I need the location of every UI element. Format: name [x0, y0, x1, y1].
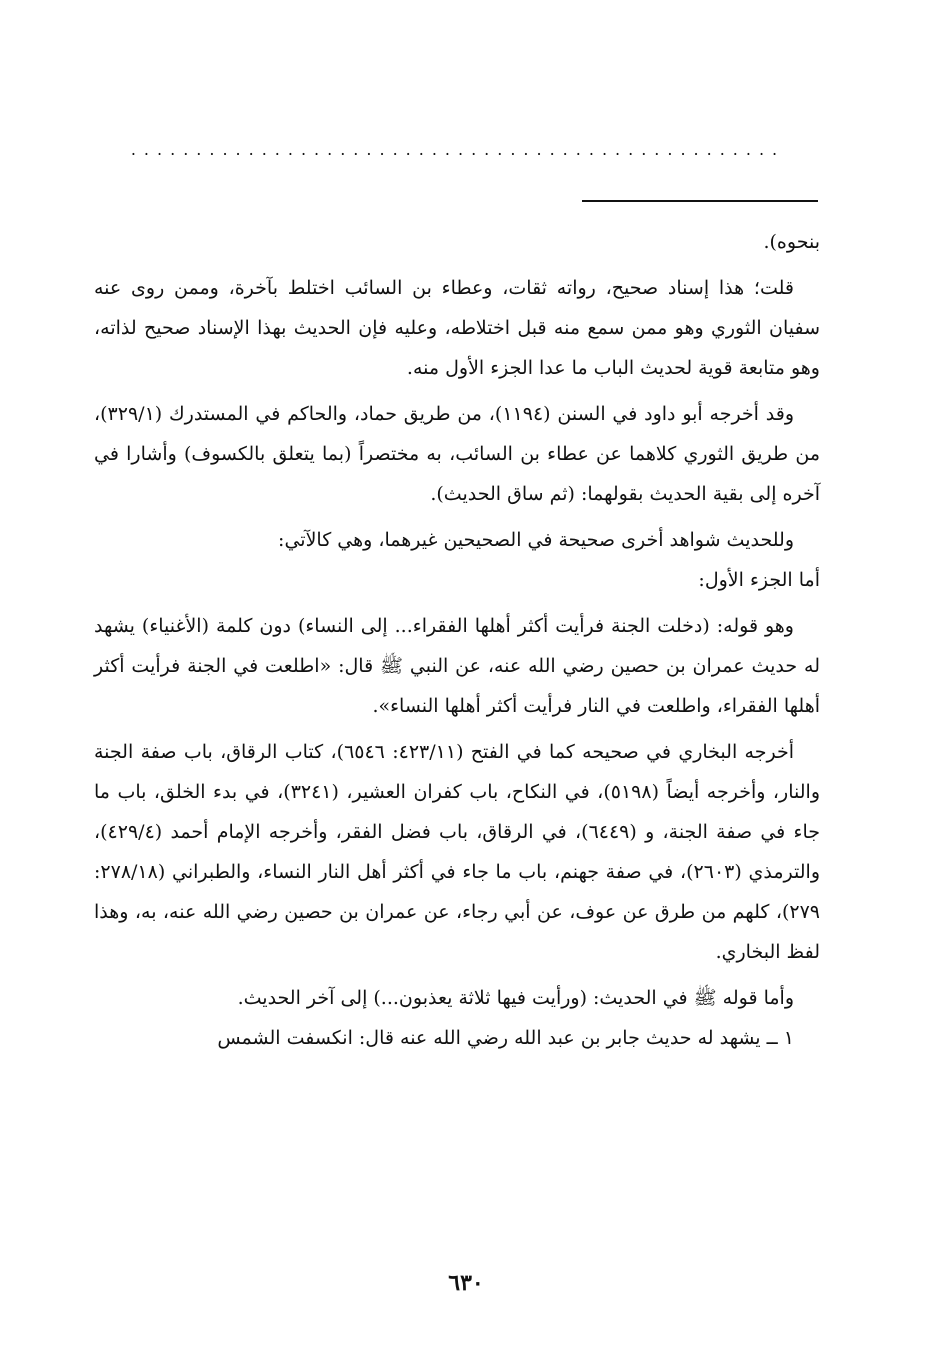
footnote-body: [94, 222, 820, 1058]
paragraph-continuation: بنحوه).: [763, 231, 820, 253]
paragraph-first-part-text: وهو قوله: (دخلت الجنة فرأيت أكثر أهلها الفقراء... إلى النساء) دون كلمة (الأغنياء) يشهد له حديث عمران بن حصين رضي الله عنه، عن النبي ﷺ قال: «اطلعت في الجنة فرأيت أكثر أهلها الفقراء، واطلعت في النار فرأيت أكثر أهلها النساء».: [94, 615, 820, 717]
section-heading-first-part: أما الجزء الأول:: [698, 569, 820, 591]
footnote-rule: [582, 200, 818, 202]
page-number: ٦٣٠: [448, 1270, 484, 1296]
paragraph-isnad-assessment: قلت؛ هذا إسناد صحيح، رواته ثقات، وعطاء بن السائب اختلط بآخرة، وممن روى عنه سفيان الثوري وهو ممن سمع منه قبل اختلاطه، وعليه فإن الحديث بهذا الإسناد صحيح لذاته، وهو متابعة قوية لحديث الباب ما عدا الجزء الأول منه.: [94, 277, 820, 379]
paragraph-abu-dawud: وقد أخرجه أبو داود في السنن (١١٩٤)، من طريق حماد، والحاكم في المستدرك (٣٢٩/١)، من طريق الثوري كلاهما عن عطاء بن السائب، به مختصراً (بما يتعلق بالكسوف) وأشارا في آخره إلى بقية الحديث بقولهما: (ثم ساق الحديث).: [94, 403, 820, 505]
paragraph-jabir-witness: ١ ــ يشهد له حديث جابر بن عبد الله رضي الله عنه قال: انكسفت الشمس: [217, 1027, 794, 1049]
paragraph-bukhari-takhrij: أخرجه البخاري في صحيحه كما في الفتح (٤٢٣/١١: ٦٥٤٦)، كتاب الرقاق، باب صفة الجنة والنار، وأخرجه أيضاً (٥١٩٨)، في النكاح، باب كفران العشير، (٣٢٤١)، في بدء الخلق، باب ما جاء في صفة الجنة، و (٦٤٤٩)، في الرقاق، باب فضل الفقر، وأخرجه الإمام أحمد (٤٢٩/٤)، والترمذي (٢٦٠٣)، في صفة جهنم، باب ما جاء في أكثر أهل النار النساء، والطبراني (٢٧٨/١٨: ٢٧٩)، كلهم من طرق عن عوف، عن أبي رجاء، عن عمران بن حصين رضي الله عنه، به، وهذا لفظ البخاري.: [94, 741, 821, 963]
paragraph-second-part: وأما قوله ﷺ في الحديث: (ورأيت فيها ثلاثة يعذبون...) إلى آخر الحديث.: [237, 987, 794, 1009]
paragraph-other-witnesses: وللحديث شواهد أخرى صحيحة في الصحيحين غيرهما، وهي كالآتي:: [278, 529, 794, 551]
dotted-separator: ..................................................: [130, 140, 786, 159]
